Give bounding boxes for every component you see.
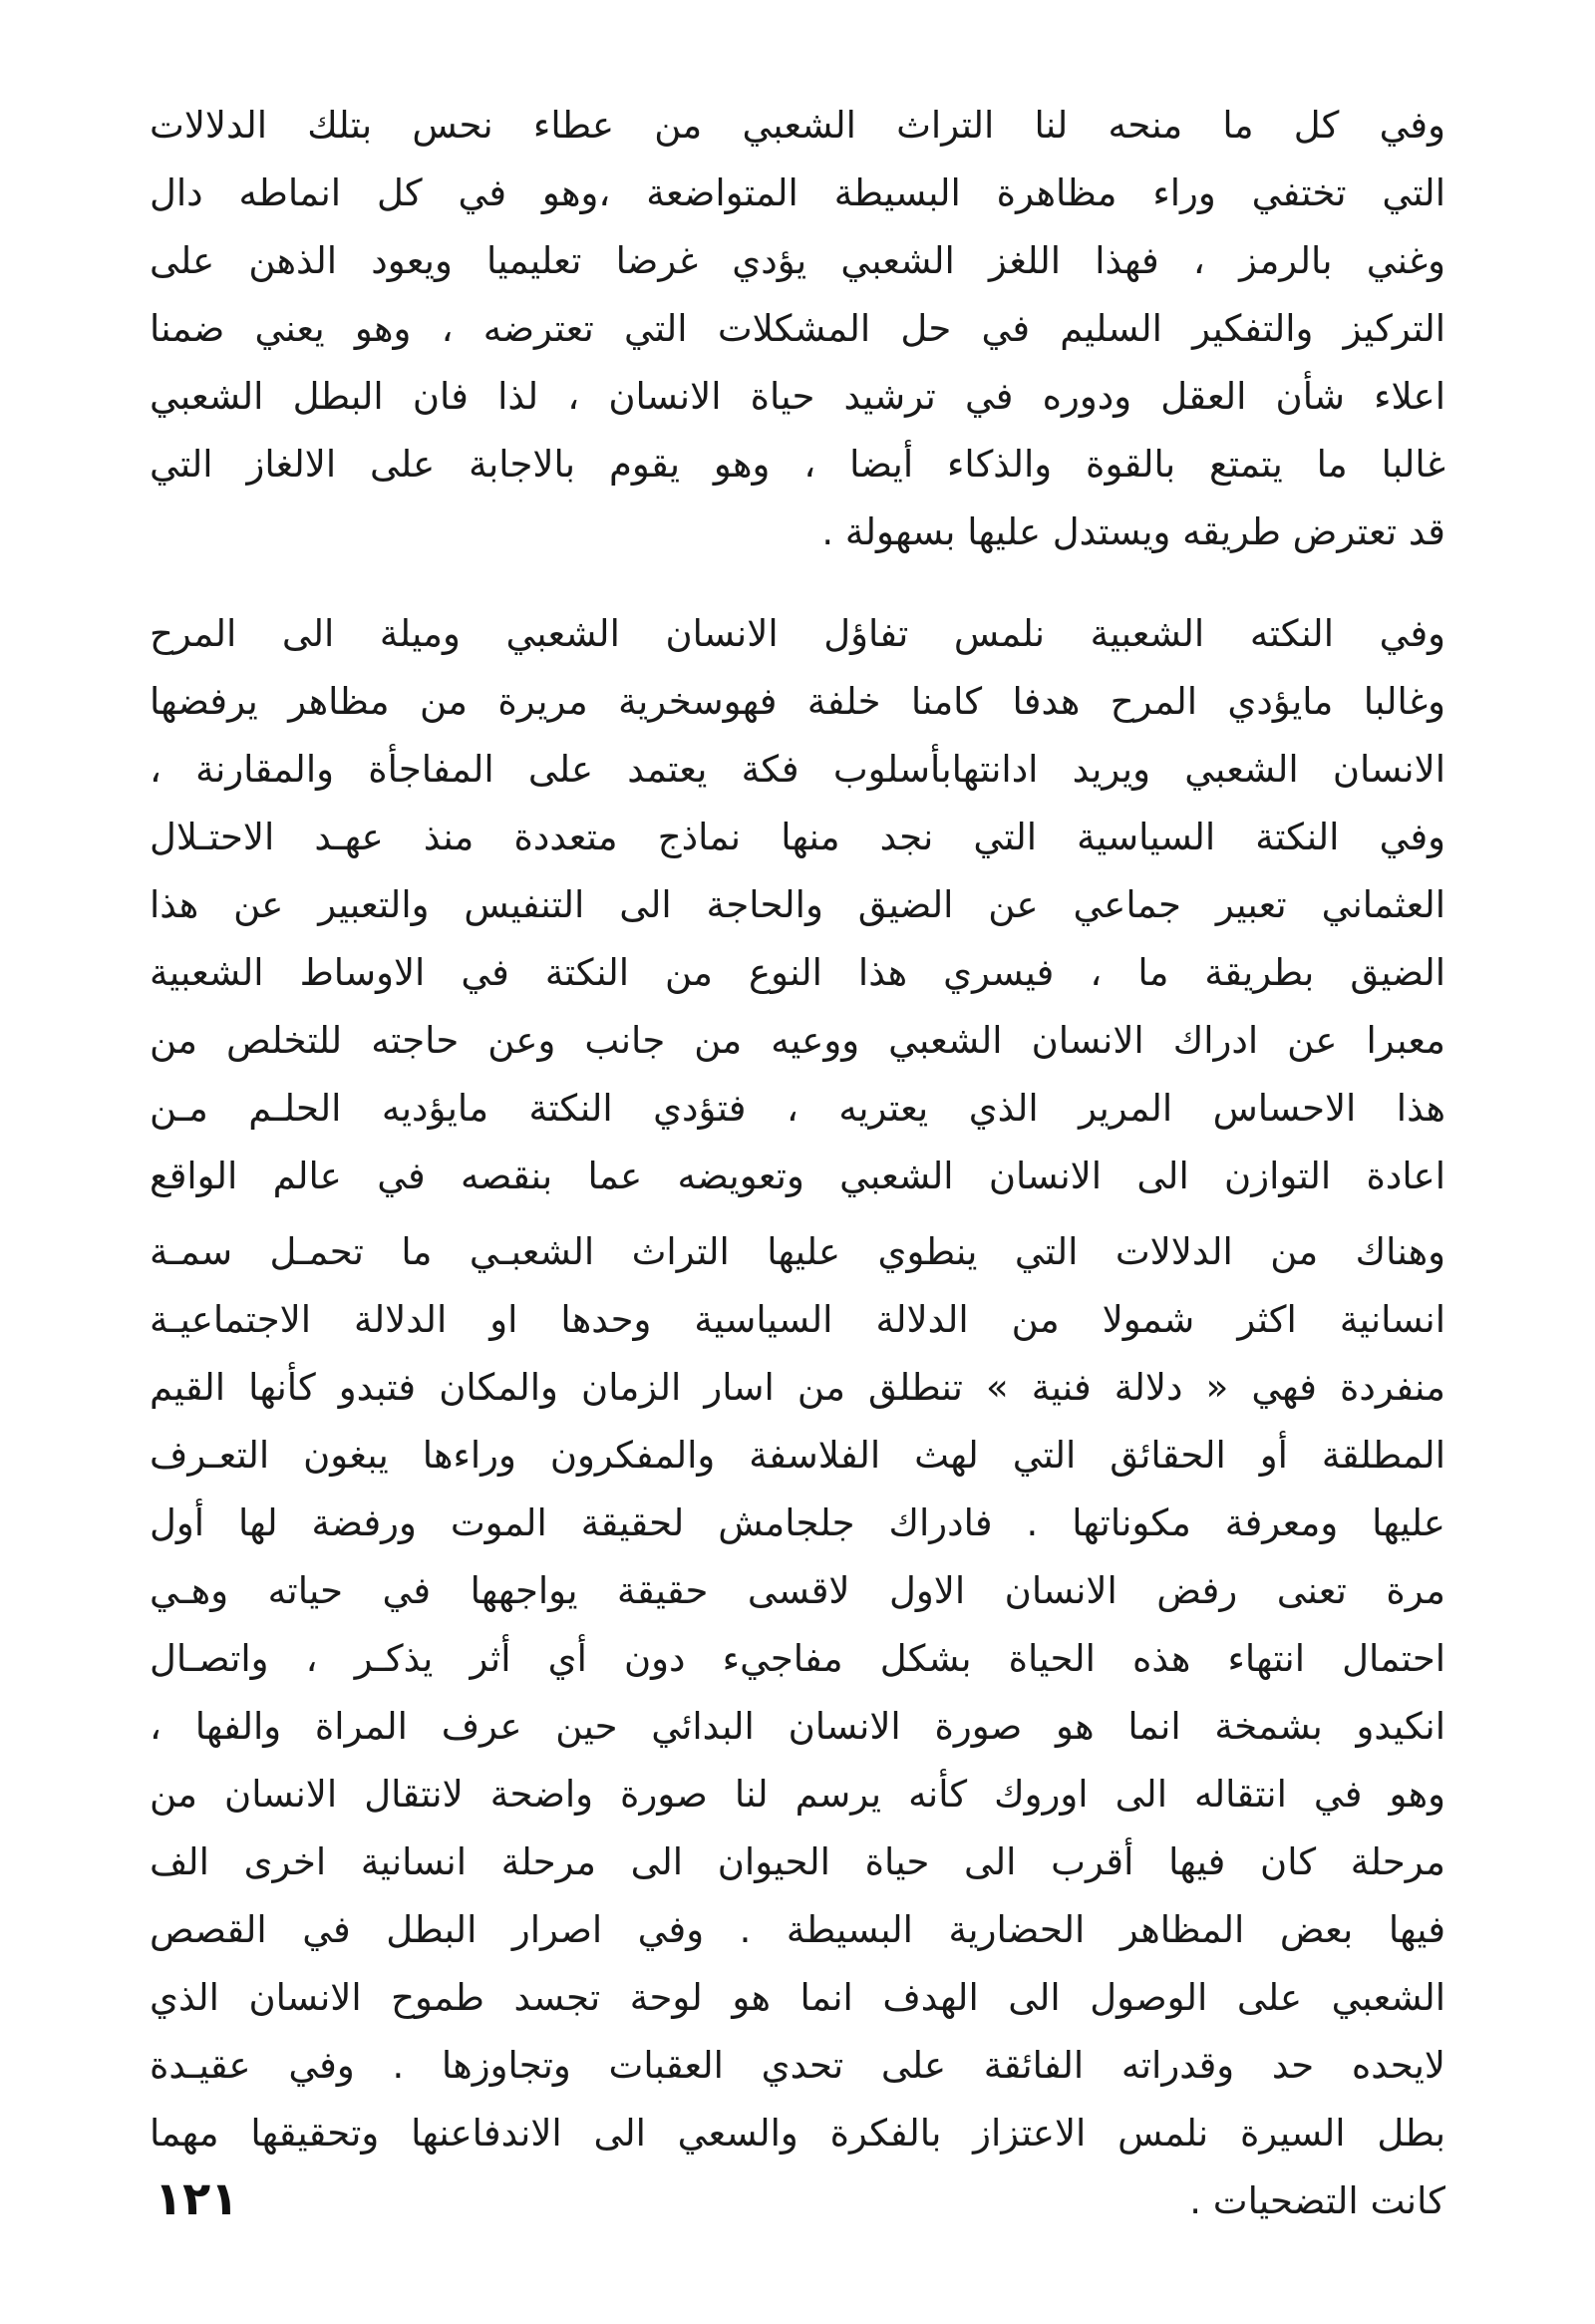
text-line: قد تعترض طريقه ويستدل عليها بسهولة . (821, 510, 1445, 553)
text-line: الضيق بطريقة ما ، فيسري هذا النوع من النكتة في الاوساط الشعبية (150, 951, 1445, 994)
text-line: المطلقة أو الحقائق التي لهث الفلاسفة والمفكرون وراءها يبغون التعـرف (150, 1434, 1445, 1477)
text-line: وفي النكتة السياسية التي نجد منها نماذج متعددة منذ عهـد الاحتـلال (150, 816, 1445, 858)
text-line: غالبا ما يتمتع بالقوة والذكاء أيضا ، وهو يقوم بالاجابة على الالغاز التي (150, 443, 1445, 486)
paragraph-spacer (150, 1210, 1445, 1218)
text-line: عليها ومعرفة مكوناتها . فادراك جلجامش لحقيقة الموت ورفضة لها أول (150, 1501, 1445, 1544)
page-number: ١٢١ (155, 2171, 239, 2225)
text-line: كانت التضحيات . (1189, 2179, 1445, 2222)
text-line: التركيز والتفكير السليم في حل المشكلات التي تعترضه ، وهو يعني ضمنا (150, 307, 1445, 350)
text-line: لايحده حد وقدراته الفائقة على تحدي العقبات وتجاوزها . وفي عقيـدة (150, 2044, 1445, 2087)
text-line: وهو في انتقاله الى اوروك كأنه يرسم لنا صورة واضحة لانتقال الانسان من (150, 1773, 1445, 1816)
text-line: الانسان الشعبي ويريد ادانتهابأسلوب فكة يعتمد على المفاجأة والمقارنة ، (150, 748, 1445, 791)
text-line: معبرا عن ادراك الانسان الشعبي ووعيه من جانب وعن حاجته للتخلص من (150, 1019, 1445, 1062)
text-line: انكيدو بشمخة انما هو صورة الانسان البدائي حين عرف المراة والفها ، (150, 1705, 1445, 1748)
text-line: اعلاء شأن العقل ودوره في ترشيد حياة الانسان ، لذا فان البطل الشعبي (150, 375, 1445, 418)
paragraph-1 (150, 92, 1445, 566)
text-line: وغالبا مايؤدي المرح هدفا كامنا خلفة فهوسخرية مريرة من مظاهر يرفضها (150, 680, 1445, 723)
text-line: وغني بالرمز ، فهذا اللغز الشعبي يؤدي غرضا تعليميا ويعود الذهن على (150, 239, 1445, 282)
text-line: هذا الاحساس المرير الذي يعتريه ، فتؤدي النكتة مايؤديه الحلـم مـن (150, 1087, 1445, 1130)
text-line: وفي النكته الشعبية نلمس تفاؤل الانسان الشعبي وميلة الى المرح (150, 612, 1445, 655)
paragraph-spacer (150, 566, 1445, 600)
text-line: العثماني تعبير جماعي عن الضيق والحاجة الى التنفيس والتعبير عن هذا (150, 883, 1445, 926)
text-line: التي تختفي وراء مظاهرة البسيطة المتواضعة ،وهو في كل انماطه دال (150, 171, 1445, 214)
paragraph-2 (150, 600, 1445, 1210)
text-line: مرحلة كان فيها أقرب الى حياة الحيوان الى مرحلة انسانية اخرى الف (150, 1840, 1445, 1883)
text-line: وهناك من الدلالات التي ينطوي عليها التراث الشعبـي ما تحمـل سمـة (150, 1230, 1445, 1273)
text-line: الشعبي على الوصول الى الهدف انما هو لوحة تجسد طموح الانسان الذي (150, 1976, 1445, 2019)
text-line: بطل السيرة نلمس الاعتزاز بالفكرة والسعي الى الاندفاعنها وتحقيقها مهما (150, 2112, 1445, 2155)
text-line: احتمال انتهاء هذه الحياة بشكل مفاجيء دون أي أثر يذكـر ، واتصـال (150, 1637, 1445, 1680)
text-line: اعادة التوازن الى الانسان الشعبي وتعويضه عما بنقصه في عالم الواقع (150, 1155, 1445, 1197)
document-page (150, 92, 1445, 2235)
paragraph-3 (150, 1218, 1445, 2235)
text-line: منفردة فهي « دلالة فنية » تنطلق من اسار الزمان والمكان فتبدو كأنها القيم (150, 1366, 1445, 1409)
text-line: مرة تعنى رفض الانسان الاول لاقسى حقيقة يواجهها في حياته وهـي (150, 1569, 1445, 1612)
text-line: انسانية اكثر شمولا من الدلالة السياسية وحدها او الدلالة الاجتماعيـة (150, 1298, 1445, 1341)
text-line: وفي كل ما منحه لنا التراث الشعبي من عطاء نحس بتلك الدلالات (150, 104, 1445, 147)
text-line: فيها بعض المظاهر الحضارية البسيطة . وفي اصرار البطل في القصص (150, 1908, 1445, 1951)
